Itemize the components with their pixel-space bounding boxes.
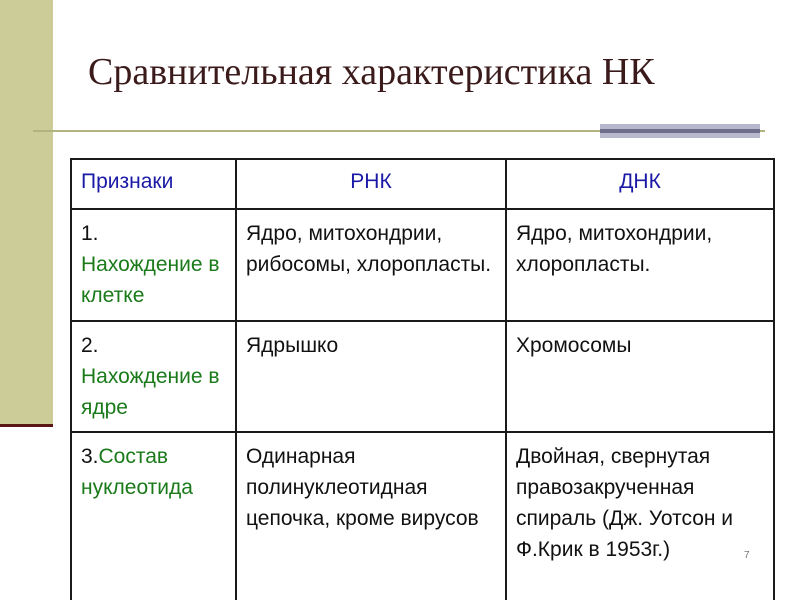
header-cell-dna: ДНК — [506, 159, 774, 209]
table-row — [71, 209, 774, 321]
rna-cell: Одинарная полинуклеотидная цепочка, кроме вирусов — [236, 432, 506, 600]
slide-title: Сравнительная характеристика НК — [88, 51, 655, 93]
title-divider-accent-line — [600, 129, 760, 133]
feature-number: 2. — [81, 334, 99, 357]
header-cell-features: Признаки — [71, 159, 236, 209]
table-row — [71, 321, 774, 432]
feature-cell — [71, 321, 236, 432]
table-header-row — [71, 159, 774, 209]
feature-number: 3. — [81, 445, 99, 468]
header-cell-rna: РНК — [236, 159, 506, 209]
page-number: 7 — [744, 550, 750, 561]
comparison-table — [70, 158, 775, 600]
feature-cell — [71, 432, 236, 600]
feature-number: 1. — [81, 222, 99, 245]
feature-label: Нахождение в ядре — [81, 365, 220, 419]
feature-label: Состав нуклеотида — [81, 445, 193, 499]
dna-cell: Двойная, свернутая правозакрученная спираль (Дж. Уотсон и Ф.Крик в 1953г.) — [506, 432, 774, 600]
table-row — [71, 432, 774, 600]
feature-label: Нахождение в клетке — [81, 253, 220, 307]
dna-cell: Хромосомы — [506, 321, 774, 432]
rna-cell: Ядрышко — [236, 321, 506, 432]
left-bar-underline — [0, 424, 53, 427]
rna-cell: Ядро, митохондрии, рибосомы, хлоропласты. — [236, 209, 506, 321]
left-decorative-bar — [0, 0, 53, 426]
feature-cell — [71, 209, 236, 321]
dna-cell: Ядро, митохондрии, хлоропласты. — [506, 209, 774, 321]
